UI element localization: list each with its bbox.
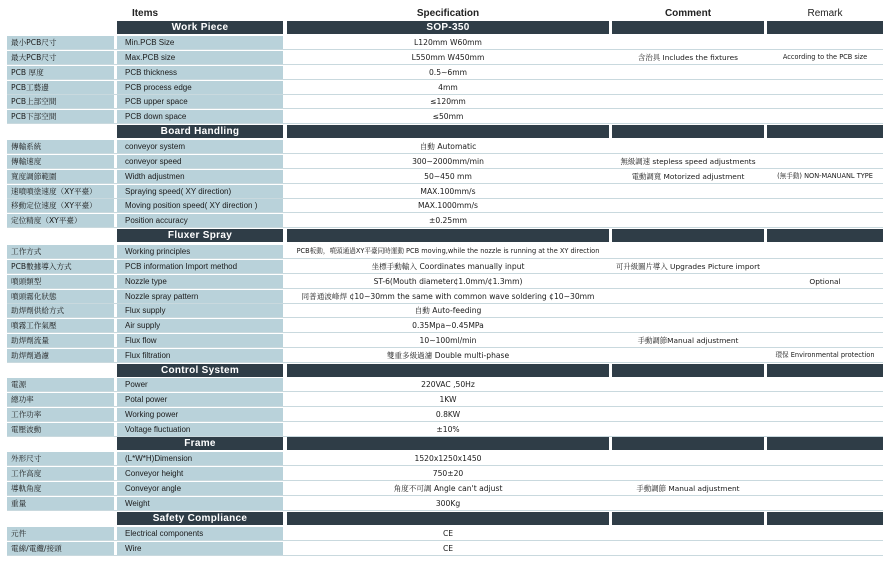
item-en-cell: Power — [117, 378, 283, 391]
table-row — [0, 66, 888, 80]
table-row — [0, 170, 888, 184]
item-zh-cell: 定位精度（XY平臺） — [7, 214, 114, 227]
item-zh-cell: 傳輸系統 — [7, 140, 114, 153]
item-en-cell: Voltage fluctuation — [117, 423, 283, 436]
spec-cell: 4mm — [287, 81, 609, 94]
row-divider — [7, 168, 883, 169]
spec-cell: 0.8KW — [287, 408, 609, 421]
spec-cell: 750±20 — [287, 467, 609, 480]
remark-cell: (無手動) NON-MANUANL TYPE — [767, 170, 883, 183]
item-zh-cell: 電線/電纜/接頭 — [7, 542, 114, 555]
item-zh-cell: 噴頭霧化狀態 — [7, 290, 114, 303]
row-divider — [7, 49, 883, 50]
spec-cell: 自動 Auto-feeding — [287, 304, 609, 317]
item-en-cell: (L*W*H)Dimension — [117, 452, 283, 465]
item-zh-cell: PCB下部空間 — [7, 110, 114, 123]
remark-cell — [767, 423, 883, 436]
item-zh-cell: 助焊劑供給方式 — [7, 304, 114, 317]
row-divider — [7, 79, 883, 80]
table-row — [0, 199, 888, 213]
item-en-cell: Nozzle type — [117, 275, 283, 288]
control-system-band-1 — [287, 364, 609, 377]
row-divider — [7, 273, 883, 274]
spec-cell: 1KW — [287, 393, 609, 406]
remark-cell — [767, 319, 883, 332]
remark-cell: 環保 Environmental protection — [767, 349, 883, 362]
item-zh-cell: PCB工藝邊 — [7, 81, 114, 94]
item-zh-cell: 噴頭類型 — [7, 275, 114, 288]
table-row — [0, 110, 888, 124]
table-row — [0, 304, 888, 318]
row-divider — [7, 317, 883, 318]
item-en-cell: Flux flow — [117, 334, 283, 347]
row-divider — [7, 362, 883, 363]
header-remark: Remark — [807, 8, 843, 19]
header-specification: Specification — [416, 8, 480, 19]
item-zh-cell: PCB上部空間 — [7, 95, 114, 108]
row-divider — [7, 391, 883, 392]
item-en-cell: PCB upper space — [117, 95, 283, 108]
table-row — [0, 185, 888, 199]
item-zh-cell: 寬度調節範圍 — [7, 170, 114, 183]
control-system-band-3 — [767, 364, 883, 377]
item-en-cell: PCB process edge — [117, 81, 283, 94]
frame-band-2 — [612, 437, 764, 450]
comment-cell — [612, 349, 764, 362]
item-zh-cell: 最大PCB尺寸 — [7, 51, 114, 64]
safety-title: Safety Compliance — [152, 513, 248, 524]
comment-cell — [612, 527, 764, 540]
comment-cell: 手動調節 Manual adjustment — [612, 482, 764, 495]
frame-title: Frame — [184, 438, 216, 449]
item-en-cell: Position accuracy — [117, 214, 283, 227]
item-zh-cell: 外形尺寸 — [7, 452, 114, 465]
row-divider — [7, 510, 883, 511]
comment-cell — [612, 423, 764, 436]
item-en-cell: Conveyor height — [117, 467, 283, 480]
row-divider — [7, 288, 883, 289]
item-zh-cell: 速噴噴塗速度（XY平臺） — [7, 185, 114, 198]
table-row — [0, 245, 888, 259]
item-zh-cell: PCB 厚度 — [7, 66, 114, 79]
board-handling-band-3 — [767, 125, 883, 138]
comment-cell — [612, 319, 764, 332]
comment-cell — [612, 66, 764, 79]
remark-cell: According to the PCB size — [767, 51, 883, 64]
table-row — [0, 527, 888, 541]
comment-cell — [612, 393, 764, 406]
remark-cell — [767, 304, 883, 317]
table-row — [0, 260, 888, 274]
spec-cell: MAX.100mm/s — [287, 185, 609, 198]
spec-cell: MAX.1000mm/s — [287, 199, 609, 212]
spec-cell: 自動 Automatic — [287, 140, 609, 153]
table-row — [0, 334, 888, 348]
comment-cell — [612, 214, 764, 227]
item-en-cell: Conveyor angle — [117, 482, 283, 495]
row-divider — [7, 555, 883, 556]
item-en-cell: Max.PCB size — [117, 51, 283, 64]
work-piece-band-2 — [612, 21, 764, 34]
row-divider — [7, 123, 883, 124]
remark-cell — [767, 36, 883, 49]
item-en-cell: Moving position speed( XY direction ) — [117, 199, 283, 212]
remark-cell — [767, 334, 883, 347]
item-en-cell: Electrical components — [117, 527, 283, 540]
spec-cell: 50~450 mm — [287, 170, 609, 183]
comment-cell — [612, 245, 764, 258]
control-system-title: Control System — [160, 365, 240, 376]
item-zh-cell: 噴霧工作氣壓 — [7, 319, 114, 332]
item-zh-cell: 最小PCB尺寸 — [7, 36, 114, 49]
item-zh-cell: 助焊劑流量 — [7, 334, 114, 347]
row-divider — [7, 332, 883, 333]
fluxer-spray-band-2 — [612, 229, 764, 242]
row-divider — [7, 212, 883, 213]
remark-cell: Optional — [767, 275, 883, 288]
row-divider — [7, 406, 883, 407]
board-handling-title: Board Handling — [160, 126, 240, 137]
spec-cell: 同普通波峰焊 ¢10~30mm the same with common wave soldering ¢10~30mm — [287, 290, 609, 303]
spec-cell: 220VAC ,50Hz — [287, 378, 609, 391]
comment-cell — [612, 199, 764, 212]
item-en-cell: conveyor system — [117, 140, 283, 153]
table-row — [0, 497, 888, 511]
control-system-band-2 — [612, 364, 764, 377]
work-piece-band-3 — [767, 21, 883, 34]
table-row — [0, 95, 888, 109]
board-handling-band-2 — [612, 125, 764, 138]
remark-cell — [767, 185, 883, 198]
spec-cell: ST-6(Mouth diameter¢1.0mm/¢1.3mm) — [287, 275, 609, 288]
safety-band-3 — [767, 512, 883, 525]
table-row — [0, 275, 888, 289]
spec-cell: ±10% — [287, 423, 609, 436]
table-row — [0, 349, 888, 363]
comment-cell: 可升級圖片導入 Upgrades Picture import — [612, 260, 764, 273]
fluxer-spray-title: Fluxer Spray — [167, 230, 233, 241]
item-en-cell: Wire — [117, 542, 283, 555]
header-comment: Comment — [664, 8, 712, 19]
comment-cell — [612, 290, 764, 303]
comment-cell — [612, 185, 764, 198]
item-en-cell: Air supply — [117, 319, 283, 332]
row-divider — [7, 465, 883, 466]
item-en-cell: Potal power — [117, 393, 283, 406]
remark-cell — [767, 260, 883, 273]
table-row — [0, 36, 888, 50]
item-en-cell: conveyor speed — [117, 155, 283, 168]
row-divider — [7, 64, 883, 65]
board-handling-band-1 — [287, 125, 609, 138]
comment-cell — [612, 452, 764, 465]
row-divider — [7, 421, 883, 422]
remark-cell — [767, 110, 883, 123]
table-row — [0, 81, 888, 95]
item-zh-cell: 重量 — [7, 497, 114, 510]
table-row — [0, 319, 888, 333]
item-en-cell: Flux filtration — [117, 349, 283, 362]
table-row — [0, 378, 888, 392]
item-en-cell: PCB down space — [117, 110, 283, 123]
spec-cell: ≤120mm — [287, 95, 609, 108]
remark-cell — [767, 199, 883, 212]
spec-cell: CE — [287, 542, 609, 555]
comment-cell — [612, 378, 764, 391]
spec-cell: 0.35Mpa~0.45MPa — [287, 319, 609, 332]
item-en-cell: PCB thickness — [117, 66, 283, 79]
remark-cell — [767, 452, 883, 465]
item-zh-cell: 電源 — [7, 378, 114, 391]
item-zh-cell: 工作方式 — [7, 245, 114, 258]
table-row — [0, 290, 888, 304]
remark-cell — [767, 482, 883, 495]
table-row — [0, 140, 888, 154]
table-row — [0, 393, 888, 407]
item-zh-cell: PCB數據導入方式 — [7, 260, 114, 273]
item-zh-cell: 工作高度 — [7, 467, 114, 480]
remark-cell — [767, 214, 883, 227]
safety-band-2 — [612, 512, 764, 525]
comment-cell — [612, 36, 764, 49]
item-en-cell: Width adjustmen — [117, 170, 283, 183]
item-zh-cell: 電壓波動 — [7, 423, 114, 436]
row-divider — [7, 227, 883, 228]
row-divider — [7, 495, 883, 496]
fluxer-spray-band-3 — [767, 229, 883, 242]
remark-cell — [767, 393, 883, 406]
remark-cell — [767, 408, 883, 421]
comment-cell — [612, 110, 764, 123]
remark-cell — [767, 66, 883, 79]
comment-cell — [612, 497, 764, 510]
item-zh-cell: 元件 — [7, 527, 114, 540]
item-en-cell: Nozzle spray pattern — [117, 290, 283, 303]
remark-cell — [767, 527, 883, 540]
comment-cell — [612, 542, 764, 555]
item-en-cell: Flux supply — [117, 304, 283, 317]
item-en-cell: PCB information Import method — [117, 260, 283, 273]
remark-cell — [767, 140, 883, 153]
comment-cell — [612, 81, 764, 94]
table-row — [0, 214, 888, 228]
spec-cell: 雙重多級過濾 Double multi-phase — [287, 349, 609, 362]
spec-cell: 300~2000mm/min — [287, 155, 609, 168]
comment-cell: 含治具 Includes the fixtures — [612, 51, 764, 64]
spec-cell: ±0.25mm — [287, 214, 609, 227]
item-zh-cell: 導軌角度 — [7, 482, 114, 495]
spec-cell: 0.5~6mm — [287, 66, 609, 79]
table-row — [0, 482, 888, 496]
row-divider — [7, 183, 883, 184]
spec-cell: PCB板動，噴頭通過XY平臺同時運動 PCB moving,while the nozzle is running at the XY direction — [287, 245, 609, 258]
row-divider — [7, 153, 883, 154]
comment-cell: 無級調速 stepless speed adjustments — [612, 155, 764, 168]
header-items: Items — [131, 8, 159, 19]
table-row — [0, 155, 888, 169]
spec-cell: 1520x1250x1450 — [287, 452, 609, 465]
comment-cell: 手動調節Manual adjustment — [612, 334, 764, 347]
remark-cell — [767, 245, 883, 258]
frame-band-1 — [287, 437, 609, 450]
row-divider — [7, 108, 883, 109]
work-piece-title: Work Piece — [171, 22, 229, 33]
spec-cell: ≤50mm — [287, 110, 609, 123]
item-zh-cell: 移動定位速度（XY平臺） — [7, 199, 114, 212]
spec-cell: 300Kg — [287, 497, 609, 510]
remark-cell — [767, 497, 883, 510]
item-en-cell: Working principles — [117, 245, 283, 258]
spec-cell: L120mm W60mm — [287, 36, 609, 49]
comment-cell: 電動調寬 Motorized adjustment — [612, 170, 764, 183]
remark-cell — [767, 155, 883, 168]
item-zh-cell: 傳輸速度 — [7, 155, 114, 168]
item-en-cell: Min.PCB Size — [117, 36, 283, 49]
comment-cell — [612, 408, 764, 421]
spec-cell: 10~100ml/min — [287, 334, 609, 347]
remark-cell — [767, 95, 883, 108]
item-en-cell: Working power — [117, 408, 283, 421]
row-divider — [7, 480, 883, 481]
comment-cell — [612, 275, 764, 288]
spec-cell: 角度不可調 Angle can't adjust — [287, 482, 609, 495]
model-name: SOP-350 — [426, 22, 470, 33]
remark-cell — [767, 542, 883, 555]
item-en-cell: Spraying speed( XY direction) — [117, 185, 283, 198]
item-zh-cell: 總功率 — [7, 393, 114, 406]
spec-cell: 坐標手動輸入 Coordinates manually input — [287, 260, 609, 273]
safety-band-1 — [287, 512, 609, 525]
remark-cell — [767, 81, 883, 94]
row-divider — [7, 540, 883, 541]
table-row — [0, 452, 888, 466]
item-en-cell: Weight — [117, 497, 283, 510]
spec-cell: CE — [287, 527, 609, 540]
frame-band-3 — [767, 437, 883, 450]
row-divider — [7, 258, 883, 259]
table-row — [0, 51, 888, 65]
table-row — [0, 423, 888, 437]
remark-cell — [767, 290, 883, 303]
comment-cell — [612, 467, 764, 480]
item-zh-cell: 助焊劑過濾 — [7, 349, 114, 362]
comment-cell — [612, 95, 764, 108]
comment-cell — [612, 140, 764, 153]
fluxer-spray-band-1 — [287, 229, 609, 242]
table-row — [0, 542, 888, 556]
table-row — [0, 467, 888, 481]
table-row — [0, 408, 888, 422]
remark-cell — [767, 467, 883, 480]
spec-cell: L550mm W450mm — [287, 51, 609, 64]
comment-cell — [612, 304, 764, 317]
item-zh-cell: 工作功率 — [7, 408, 114, 421]
row-divider — [7, 347, 883, 348]
remark-cell — [767, 378, 883, 391]
